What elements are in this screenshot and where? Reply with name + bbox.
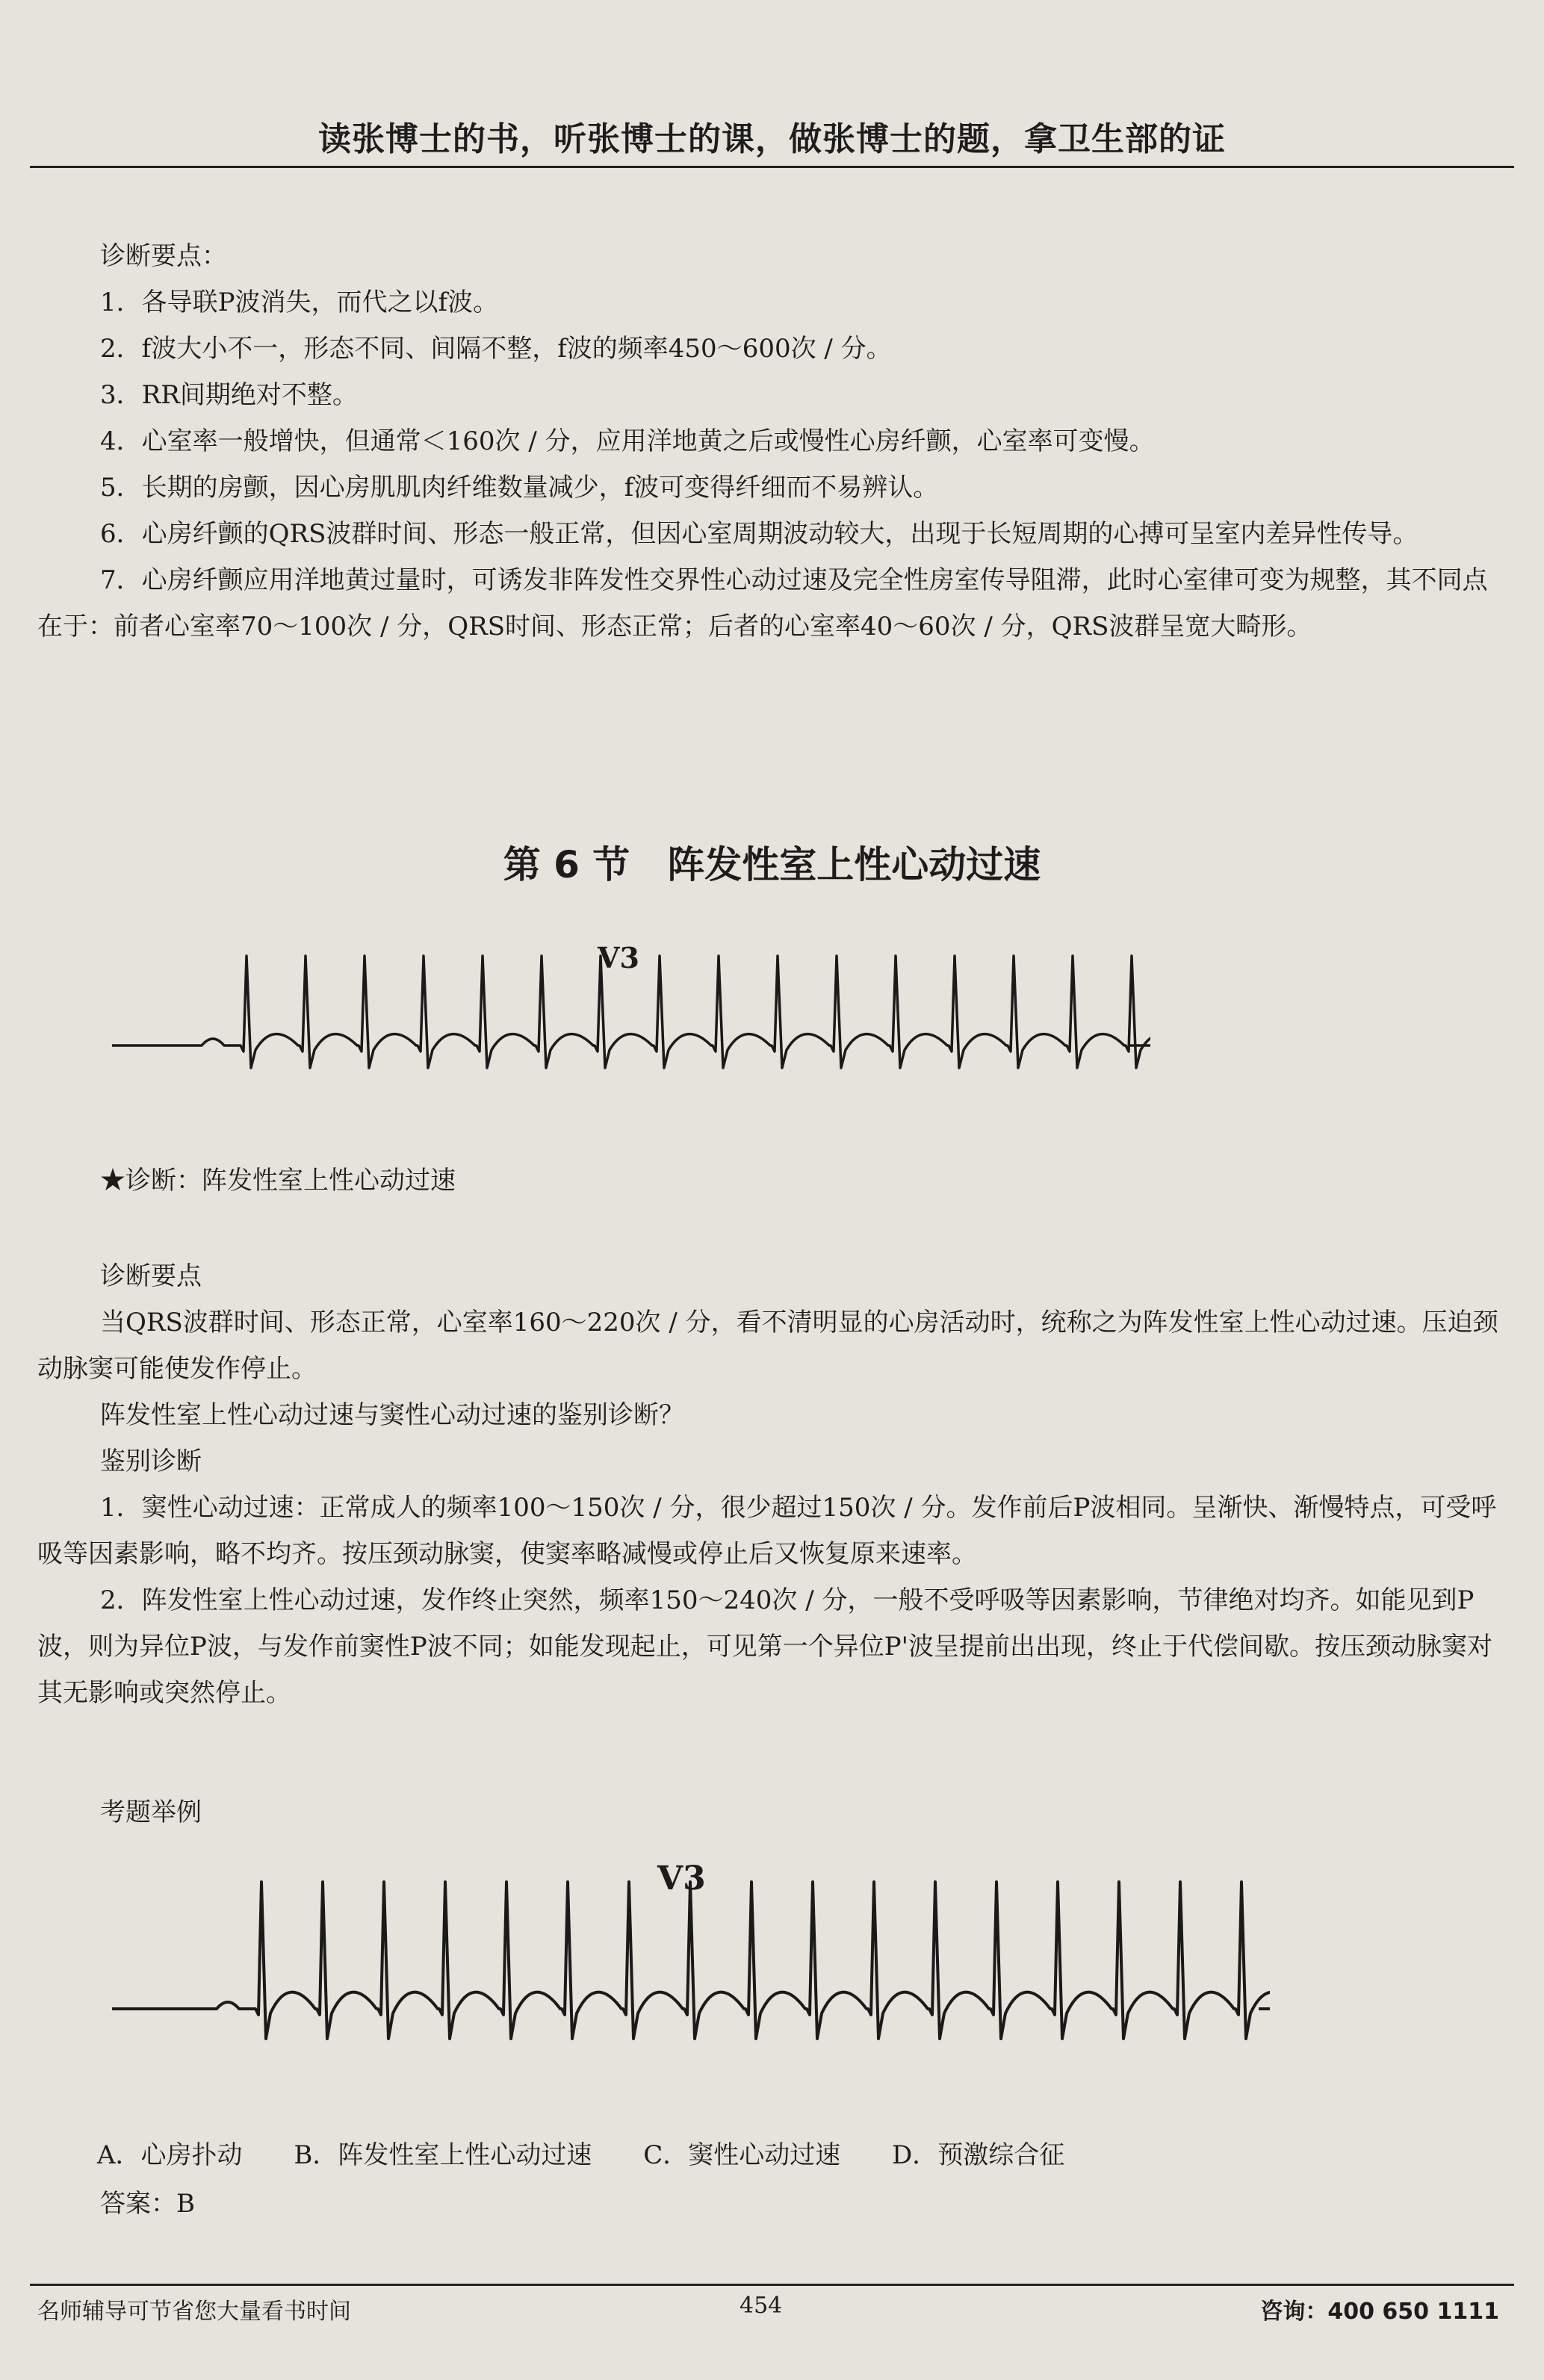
list-item: 6．心房纤颤的QRS波群时间、形态一般正常，但因心室周期波动较大，出现于长短周期的心搏可呈室内差异性传导。 (100, 519, 1419, 549)
list-item: 3．RR间期绝对不整。 (100, 380, 358, 410)
list-item: 1．各导联P波消失，而代之以f波。 (100, 288, 499, 317)
diagnosis-heading: 诊断要点 (100, 1261, 202, 1291)
diagnosis-result: ★诊断：阵发性室上性心动过速 (100, 1166, 456, 1196)
ecg-trace-svg (105, 1852, 1270, 2106)
ecg-strip-question (105, 1852, 1270, 2106)
diagnosis-points-afib (37, 233, 1509, 650)
list-item: 7．心房纤颤应用洋地黄过量时，可诱发非阵发性交界性心动过速及完全性房室传导阻滞，此时心室律可变为规整，其不同点在于：前者心室率70～100次 / 分，QRS时间、形态正常；后者的心室率40～60次 / 分，QRS波群呈宽大畸形。 (37, 565, 1488, 641)
option-b[interactable]: B．阵发性室上性心动过速 (294, 2140, 592, 2170)
running-header: 读张博士的书，听张博士的课，做张博士的题，拿卫生部的证 (318, 120, 1226, 158)
ecg-lead-label: V3 (657, 1859, 706, 1898)
list-item: 1．窦性心动过速：正常成人的频率100～150次 / 分，很少超过150次 / 分。发作前后P波相同。呈渐快、渐慢特点，可受呼吸等因素影响，略不均齐。按压颈动脉窦，使窦率略减慢或停止后又恢复原来速率。 (37, 1493, 1497, 1569)
exam-heading-block (37, 1789, 1509, 1836)
option-c[interactable]: C．窦性心动过速 (643, 2140, 841, 2170)
footer-rule (30, 2284, 1514, 2286)
answer-options (97, 2134, 1108, 2171)
section-title: 第 6 节 阵发性室上性心动过速 (503, 843, 1041, 886)
list-item: 5．长期的房颤，因心房肌肌肉纤维数量减少，f波可变得纤细而不易辨认。 (100, 473, 939, 503)
diagnosis-star (37, 1158, 1509, 1204)
answer-block (37, 2181, 1509, 2227)
exam-heading: 考题举例 (100, 1798, 202, 1827)
list-item: 2．阵发性室上性心动过速，发作终止突然，频率150～240次 / 分，一般不受呼吸等因素影响，节律绝对均齐。如能见到P波，则为异位P波，与发作前窦性P波不同；如能发现起止，可见第一个异位P'波呈提前出出现，终止于代偿间歇。按压颈动脉窦对其无影响或突然停止。 (37, 1585, 1492, 1708)
list-item: 2．f波大小不一，形态不同、间隔不整，f波的频率450～600次 / 分。 (100, 334, 892, 364)
diagnosis-points-psvt (37, 1253, 1509, 1716)
paragraph: 阵发性室上性心动过速与窦性心动过速的鉴别诊断？ (100, 1400, 684, 1430)
paragraph: 当QRS波群时间、形态正常，心室率160～220次 / 分，看不清明显的心房活动时，统称之为阵发性室上性心动过速。压迫颈动脉窦可能使发作停止。 (37, 1308, 1498, 1384)
option-a[interactable]: A．心房扑动 (97, 2140, 243, 2170)
ecg-trace-svg (105, 926, 1150, 1120)
header-rule (30, 166, 1514, 168)
footer-right: 咨询：400 650 1111 (1260, 2299, 1499, 2325)
differential-heading: 鉴别诊断 (100, 1447, 202, 1476)
list-item: 4．心室率一般增快，但通常＜160次 / 分，应用洋地黄之后或慢性心房纤颤，心室率可变慢。 (100, 426, 1155, 456)
footer-left: 名师辅导可节省您大量看书时间 (37, 2299, 351, 2325)
diagnosis-heading: 诊断要点： (100, 241, 227, 271)
answer: 答案：B (100, 2189, 195, 2219)
ecg-trace (112, 956, 1150, 1068)
ecg-trace (112, 1882, 1270, 2039)
option-d[interactable]: D．预激综合征 (892, 2140, 1065, 2170)
page-number: 454 (740, 2293, 783, 2319)
ecg-strip-example (105, 926, 1150, 1120)
ecg-lead-label: V3 (598, 941, 639, 975)
